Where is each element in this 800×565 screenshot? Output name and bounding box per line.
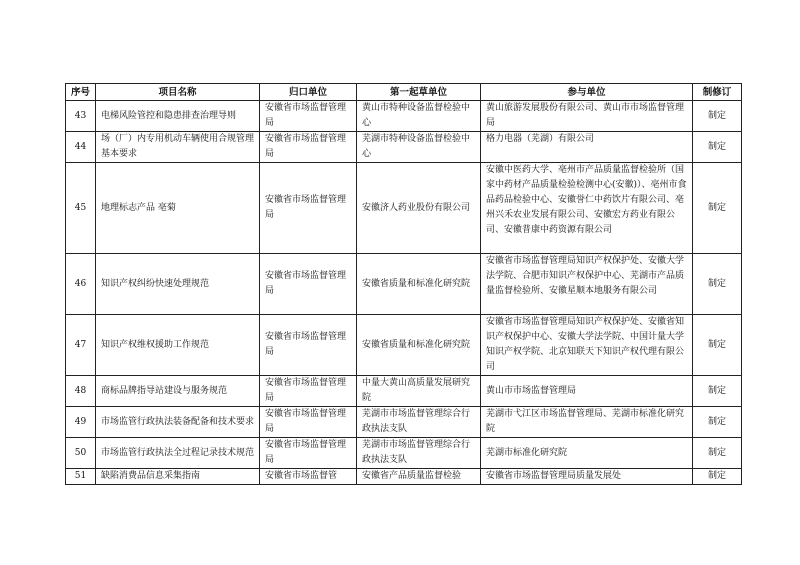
- cell-project-name: 知识产权维权援助工作规范: [96, 315, 260, 376]
- cell-unit: 安徽省市场监督管理局: [260, 407, 357, 438]
- cell-unit: 安徽省市场监督管理局: [260, 315, 357, 376]
- cell-first-drafter: 芜湖市市场监督管理综合行政执法支队: [357, 438, 481, 469]
- table-header-row: [66, 84, 742, 101]
- standards-table-page: [65, 83, 741, 485]
- cell-participants: 安徽省市场监督管理局知识产权保护处、安徽大学法学院、合肥市知识产权保护中心、芜湖市产品质量监督检验所、安徽星顺本地服务有限公司: [481, 254, 693, 315]
- cell-unit: 安徽省市场监督管理局: [260, 132, 357, 163]
- cell-revision: 制定: [693, 101, 742, 132]
- table-row: [66, 407, 742, 438]
- cell-participants: 黄山旅游发展股份有限公司、黄山市市场监督管理局: [481, 101, 693, 132]
- cell-unit: 安徽省市场监督管理局: [260, 163, 357, 254]
- header-project-name: 项目名称: [96, 84, 260, 101]
- cell-no: 45: [66, 163, 96, 254]
- cell-no: 47: [66, 315, 96, 376]
- cell-participants: 安徽中医药大学、亳州市产品质量监督检验所（国家中药材产品质量检验检测中心(安徽)）、亳州市食品药品检验中心、安徽誉仁中药饮片有限公司、亳州兴禾农业发展有限公司、安徽宏方药业有限公司、安徽普康中药资源有限公司: [481, 163, 693, 254]
- header-revision: 制修订: [693, 84, 742, 101]
- header-first-drafter: 第一起草单位: [357, 84, 481, 101]
- cell-no: 46: [66, 254, 96, 315]
- cell-revision: 制定: [693, 132, 742, 163]
- table-row: [66, 315, 742, 376]
- cell-revision: 制定: [693, 376, 742, 407]
- cell-first-drafter: 芜湖市市场监督管理综合行政执法支队: [357, 407, 481, 438]
- cell-project-name: 电梯风险管控和隐患排查治理导则: [96, 101, 260, 132]
- cell-no: 44: [66, 132, 96, 163]
- cell-first-drafter: 安徽省产品质量监督检验: [357, 469, 481, 485]
- cell-no: 49: [66, 407, 96, 438]
- cell-first-drafter: 中量大黄山高质量发展研究院: [357, 376, 481, 407]
- table-row: [66, 438, 742, 469]
- cell-participants: 格力电器（芜湖）有限公司: [481, 132, 693, 163]
- cell-first-drafter: 安徽省质量和标准化研究院: [357, 315, 481, 376]
- cell-project-name: 商标品牌指导站建设与服务规范: [96, 376, 260, 407]
- cell-no: 43: [66, 101, 96, 132]
- cell-project-name: 场（厂）内专用机动车辆使用合规管理基本要求: [96, 132, 260, 163]
- cell-project-name: 市场监管行政执法装备配备和技术要求: [96, 407, 260, 438]
- cell-revision: 制定: [693, 407, 742, 438]
- table-row: [66, 254, 742, 315]
- header-unit: 归口单位: [260, 84, 357, 101]
- table-row: [66, 101, 742, 132]
- cell-unit: 安徽省市场监督管理局: [260, 254, 357, 315]
- cell-project-name: 缺陷消费品信息采集指南: [96, 469, 260, 485]
- cell-participants: 芜湖市弋江区市场监督管理局、芜湖市标准化研究院: [481, 407, 693, 438]
- cell-no: 48: [66, 376, 96, 407]
- cell-first-drafter: 黄山市特种设备监督检验中心: [357, 101, 481, 132]
- cell-participants: 芜湖市标准化研究院: [481, 438, 693, 469]
- table-row: [66, 163, 742, 254]
- cell-unit: 安徽省市场监督管: [260, 469, 357, 485]
- cell-no: 50: [66, 438, 96, 469]
- standards-table: [65, 83, 742, 485]
- cell-unit: 安徽省市场监督管理局: [260, 376, 357, 407]
- cell-project-name: 知识产权纠纷快速处理规范: [96, 254, 260, 315]
- header-no: 序号: [66, 84, 96, 101]
- cell-unit: 安徽省市场监督管理局: [260, 438, 357, 469]
- cell-participants: 安徽省市场监督管理局质量发展处: [481, 469, 693, 485]
- cell-revision: 制定: [693, 163, 742, 254]
- cell-first-drafter: 安徽省质量和标准化研究院: [357, 254, 481, 315]
- table-row: [66, 132, 742, 163]
- cell-participants: 安徽省市场监督管理局知识产权保护处、安徽省知识产权保护中心、安徽大学法学院、中国计量大学知识产权学院、北京知联天下知识产权代理有限公司: [481, 315, 693, 376]
- cell-revision: 制定: [693, 438, 742, 469]
- cell-unit: 安徽省市场监督管理局: [260, 101, 357, 132]
- cell-project-name: 市场监管行政执法全过程记录技术规范: [96, 438, 260, 469]
- table-row: [66, 469, 742, 485]
- cell-revision: 制定: [693, 315, 742, 376]
- cell-project-name: 地理标志产品 亳菊: [96, 163, 260, 254]
- cell-revision: 制定: [693, 254, 742, 315]
- cell-revision: 制定: [693, 469, 742, 485]
- cell-participants: 黄山市市场监督管理局: [481, 376, 693, 407]
- cell-no: 51: [66, 469, 96, 485]
- header-participants: 参与单位: [481, 84, 693, 101]
- cell-first-drafter: 安徽济人药业股份有限公司: [357, 163, 481, 254]
- table-row: [66, 376, 742, 407]
- cell-first-drafter: 芜湖市特种设备监督检验中心: [357, 132, 481, 163]
